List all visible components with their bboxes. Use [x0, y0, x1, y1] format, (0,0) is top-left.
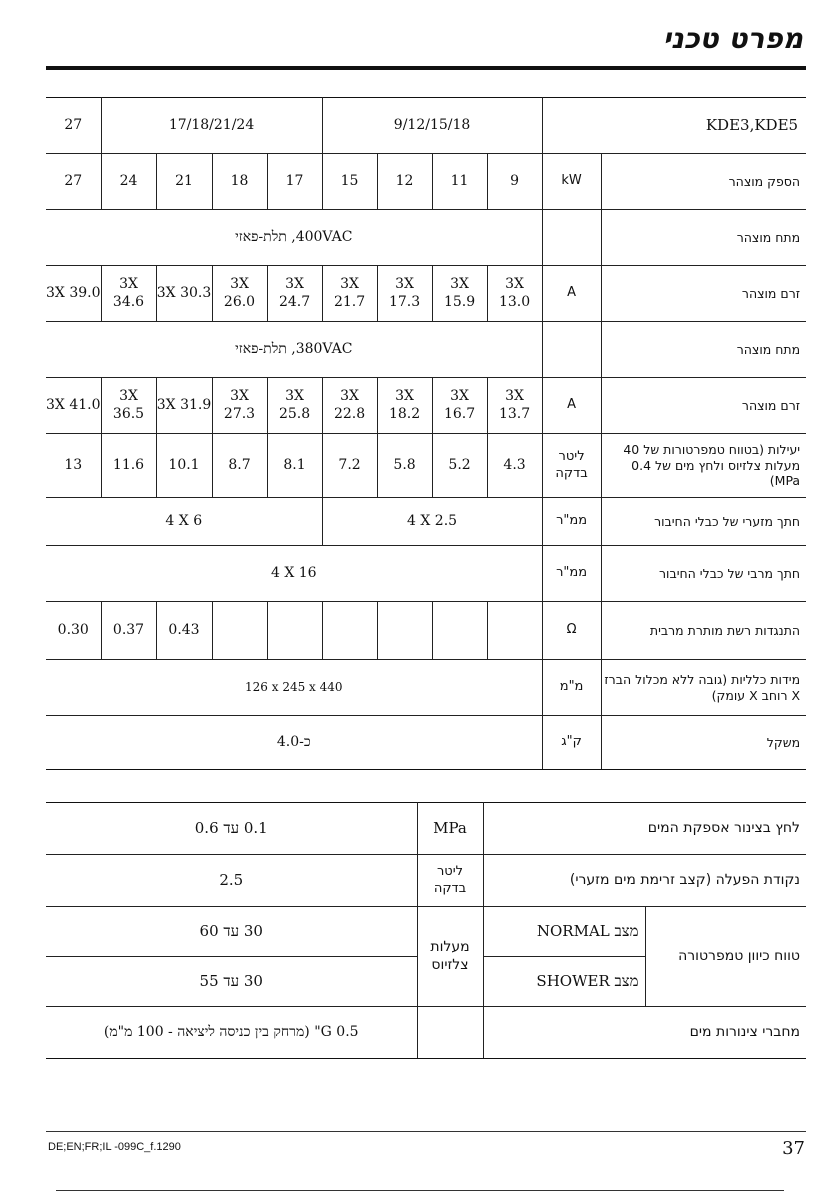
efficiency-row: 13 11.6 10.1 8.7 8.1 7.2 5.8 5.2 4.3 ליטר בדקה יעילות (בטווח טמפרטורות של 40 מעלות צלזיוס ולחץ מים של 0.4 MPa)	[46, 434, 806, 498]
voltage-380-row: 380VAC, תלת-פאזי מתח מוצהר	[46, 322, 806, 378]
max-cable-row: 4 X 16 ממ"ר חתך מרבי של כבלי החיבור	[46, 546, 806, 602]
connectors-row: G 0.5" (מרחק בין כניסה ליציאה - 100 מ"מ) מחברי צינורות מים	[46, 1007, 806, 1059]
temp-normal-row: 30 עד 60 מעלות צלזיוס מצב NORMAL טווח כיוון טמפרטורה	[46, 907, 806, 957]
weight-row: כ-4.0 ק"ג משקל	[46, 716, 806, 770]
pressure-row: 0.1 עד 0.6 MPa לחץ בצינור אספקת המים	[46, 803, 806, 855]
impedance-row: 0.30 0.37 0.43 Ω התנגדות רשת מותרת מרבית	[46, 602, 806, 660]
page-number: 37	[782, 1138, 805, 1159]
current-400-row: 3X 39.0 3X 34.6 3X 30.3 3X 26.0 3X 24.7 3X 21.7 3X 17.3 3X 15.9 3X 13.0 A זרם מוצהר	[46, 266, 806, 322]
voltage-400-row: 400VAC, תלת-פאזי מתח מוצהר	[46, 210, 806, 266]
page-title: מפרט טכני	[662, 22, 803, 55]
activation-row: 2.5 ליטר בדקה נקודת הפעלה (קצב זרימת מים מזערי)	[46, 855, 806, 907]
document-code: DE;EN;FR;IL -099C_f.1290	[48, 1141, 181, 1153]
model-header-row: 27 17/18/21/24 9/12/15/18 KDE3,KDE5	[46, 98, 806, 154]
footer-rule	[46, 1131, 806, 1132]
power-row: 27 24 21 18 17 15 12 11 9 kW הספק מוצהר	[46, 154, 806, 210]
spec-table	[46, 97, 806, 770]
model-label: KDE3,KDE5	[542, 98, 806, 154]
current-380-row: 3X 41.0 3X 36.5 3X 31.9 3X 27.3 3X 25.8 3X 22.8 3X 18.2 3X 16.7 3X 13.7 A זרם מוצהר	[46, 378, 806, 434]
dimensions-row: 126 x 245 x 440 מ"מ מידות כלליות (גובה ללא מכלול הברז X רוחב X עומק)	[46, 660, 806, 716]
title-rule	[46, 66, 806, 70]
temp-shower-row: 30 עד 55 מצב SHOWER	[46, 957, 806, 1007]
water-spec-table	[46, 802, 806, 1059]
min-cable-row: 4 X 6 4 X 2.5 ממ"ר חתך מזערי של כבלי החיבור	[46, 498, 806, 546]
